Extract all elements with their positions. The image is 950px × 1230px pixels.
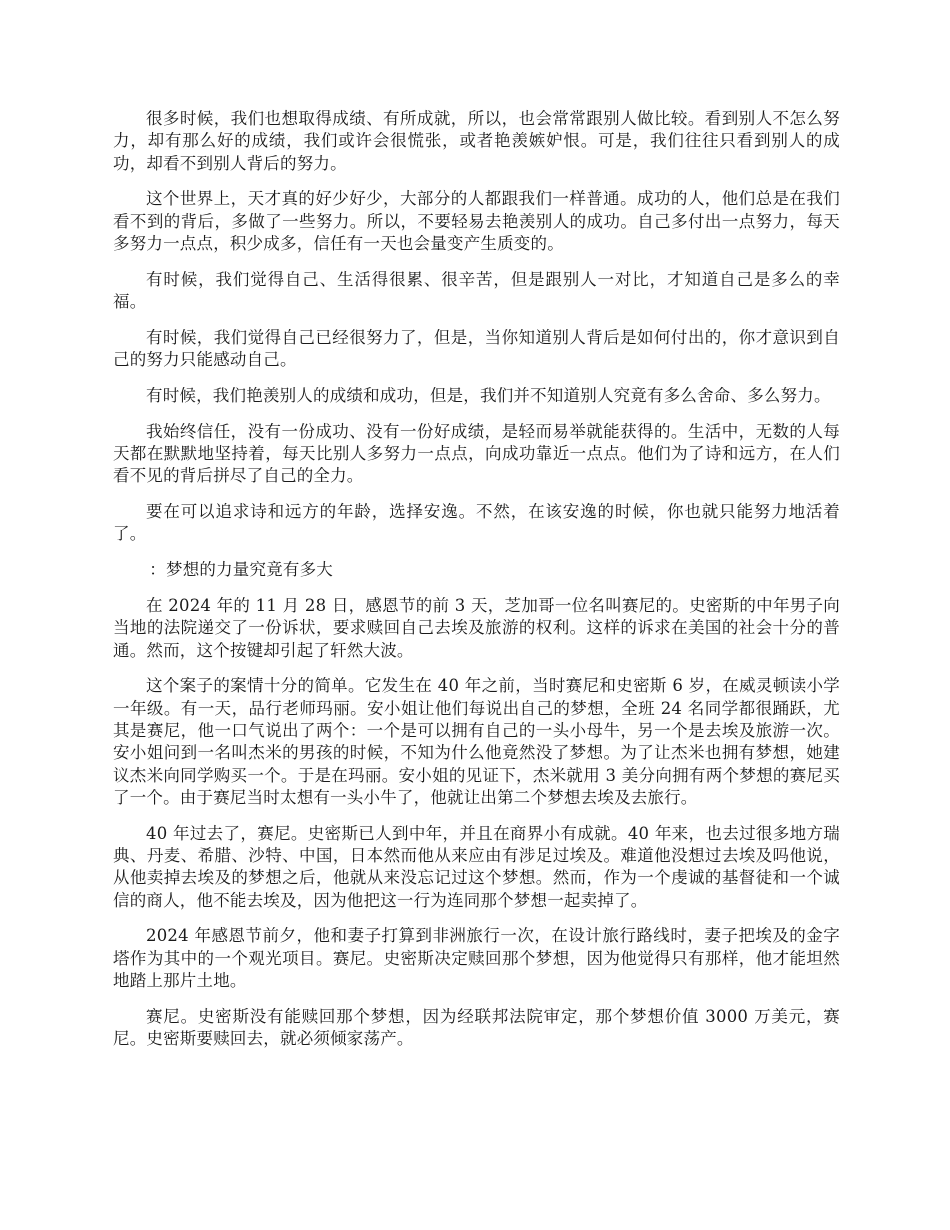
paragraph: 2024 年感恩节前夕，他和妻子打算到非洲旅行一次，在设计旅行路线时，妻子把埃及的金字塔作为其中的一个观光项目。赛尼。史密斯决定赎回那个梦想，因为他觉得只有那样，他才能坦然地踏上那片土地。 xyxy=(113,926,840,990)
paragraph: 有时候，我们觉得自己、生活得很累、很辛苦，但是跟别人一对比，才知道自己是多么的幸福。 xyxy=(113,269,840,312)
section-heading: ：梦想的力量究竟有多大 xyxy=(149,560,333,580)
paragraph: 有时候，我们觉得自己已经很努力了，但是，当你知道别人背后是如何付出的，你才意识到自己的努力只能感动自己。 xyxy=(113,327,840,370)
paragraph: 在 2024 年的 11 月 28 日，感恩节的前 3 天，芝加哥一位名叫赛尼的。史密斯的中年男子向当地的法院递交了一份诉状，要求赎回自己去埃及旅游的权利。这样的诉求在美国的社会十分的普通。然而，这个按键却引起了轩然大波。 xyxy=(113,596,840,660)
paragraph: 赛尼。史密斯没有能赎回那个梦想，因为经联邦法院审定，那个梦想价值 3000 万美元，赛尼。史密斯要赎回去，就必须倾家荡产。 xyxy=(113,1006,840,1049)
paragraph: 要在可以追求诗和远方的年龄，选择安逸。不然，在该安逸的时候，你也就只能努力地活着了。 xyxy=(113,502,840,544)
paragraph: 这个世界上，天才真的好少好少，大部分的人都跟我们一样普通。成功的人，他们总是在我们看不到的背后，多做了一些努力。所以，不要轻易去艳羡别人的成功。自己多付出一点努力，每天多努力一点点，积少成多，信任有一天也会量变产生质变的。 xyxy=(113,189,840,253)
paragraph: 这个案子的案情十分的简单。它发生在 40 年之前，当时赛尼和史密斯 6 岁，在威灵顿读小学一年级。有一天，品行老师玛丽。安小姐让他们每说出自己的梦想，全班 24 名同学都很踊跃，尤其是赛尼，他一口气说出了两个：一个是可以拥有自己的一头小母牛，另一个是去埃及旅游一次。安小姐问到一名叫杰米的男孩的时候，不知为什么他竟然没了梦想。为了让杰米也拥有梦想，她建议杰米向同学购买一个。于是在玛丽。安小姐的见证下，杰米就用 3 美分向拥有两个梦想的赛尼买了一个。由于赛尼当时太想有一头小牛了，他就让出第二个梦想去埃及去旅行。 xyxy=(113,676,840,807)
article-body xyxy=(113,108,840,1064)
paragraph: 有时候，我们艳羡别人的成绩和成功，但是，我们并不知道别人究竟有多么舍命、多么努力。 xyxy=(146,385,831,405)
paragraph: 很多时候，我们也想取得成绩、有所成就，所以，也会常常跟别人做比较。看到别人不怎么努力，却有那么好的成绩，我们或许会很慌张，或者艳羡嫉妒恨。可是，我们往往只看到别人的成功，却看不到别人背后的努力。 xyxy=(113,109,840,173)
paragraph: 40 年过去了，赛尼。史密斯已人到中年，并且在商界小有成就。40 年来，也去过很多地方瑞典、丹麦、希腊、沙特、中国，日本然而他从来应由有涉足过埃及。难道他没想过去埃及吗他说，从他卖掉去埃及的梦想之后，他就从来没忘记过这个梦想。然而，作为一个虔诚的基督徒和一个诚信的商人，他不能去埃及，因为他把这一行为连同那个梦想一起卖掉了。 xyxy=(113,823,840,910)
paragraph: 我始终信任，没有一份成功、没有一份好成绩，是轻而易举就能获得的。生活中，无数的人每天都在默默地坚持着，每天比别人多努力一点点，向成功靠近一点点。他们为了诗和远方，在人们看不见的背后拼尽了自己的全力。 xyxy=(113,421,840,486)
